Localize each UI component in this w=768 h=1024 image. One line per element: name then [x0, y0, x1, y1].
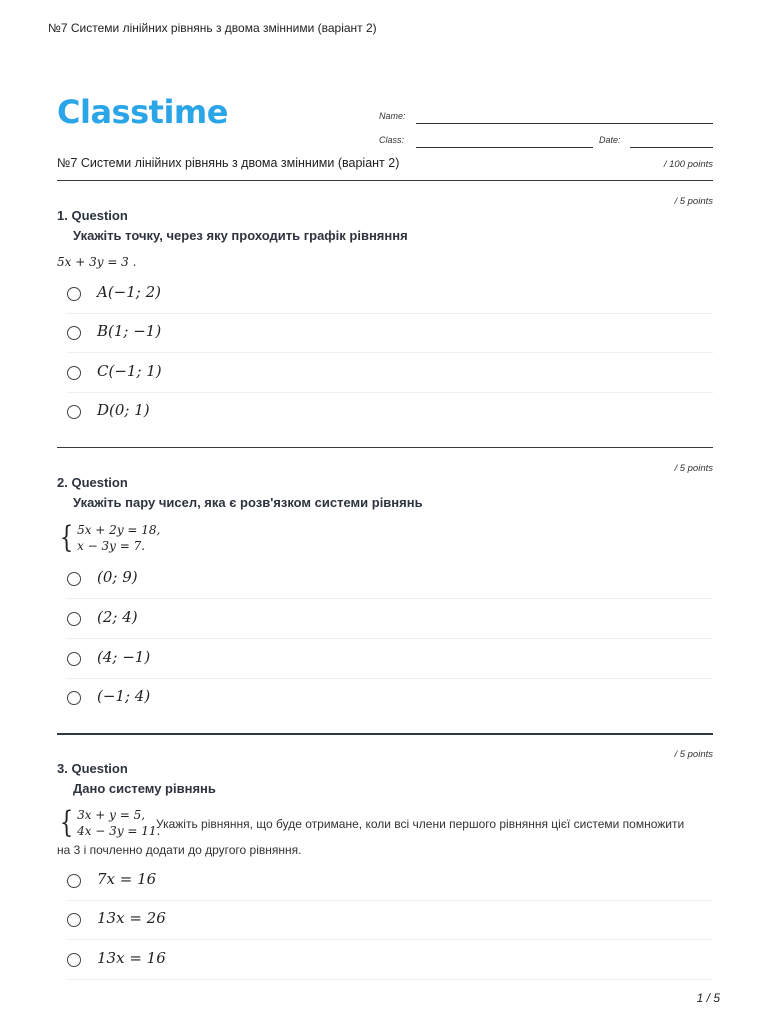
q3-option-3[interactable] [67, 949, 713, 980]
q3-equation-system [57, 807, 160, 839]
q3-prompt: Дано систему рівнянь [73, 781, 216, 796]
page-header-title: №7 Системи лінійних рівнянь з двома змінними (варіант 2) [48, 21, 377, 35]
name-label: Name: [379, 111, 406, 121]
question-divider [57, 447, 713, 448]
q2-equation-system [57, 522, 160, 554]
q1-option-b[interactable] [67, 322, 713, 353]
q1-prompt: Укажіть точку, через яку проходить графік рівняння [73, 228, 408, 243]
q3-option-1[interactable] [67, 870, 713, 901]
date-field[interactable] [630, 147, 713, 148]
q2-option-1[interactable] [67, 568, 713, 599]
header-divider [57, 180, 713, 181]
option-label: (−1; 4) [97, 687, 151, 705]
system-line: x − 3y = 7. [77, 539, 146, 553]
q1-option-d[interactable] [67, 401, 713, 431]
page-number: 1 / 5 [696, 991, 720, 1005]
name-field[interactable] [416, 123, 713, 124]
radio-button[interactable] [67, 913, 81, 927]
q2-prompt: Укажіть пару чисел, яка є розв'язком системи рівнянь [73, 495, 423, 510]
option-label: (4; −1) [97, 648, 151, 666]
q1-option-a[interactable] [67, 283, 713, 314]
classtime-logo: Classtime [57, 93, 228, 131]
class-label: Class: [379, 135, 405, 145]
q2-option-4[interactable] [67, 687, 713, 717]
radio-button[interactable] [67, 953, 81, 967]
brace-glyph: { [59, 805, 74, 840]
option-label: 13x = 16 [97, 949, 166, 967]
system-line: 4x − 3y = 11. [77, 824, 161, 838]
option-label: A(−1; 2) [97, 283, 162, 301]
system-line: 3x + y = 5, [77, 808, 146, 822]
option-label: B(1; −1) [97, 322, 162, 340]
radio-button[interactable] [67, 326, 81, 340]
option-label: 13x = 26 [97, 909, 166, 927]
brace-glyph: { [59, 520, 74, 555]
option-label: 7x = 16 [97, 870, 157, 888]
q1-option-c[interactable] [67, 362, 713, 393]
class-field[interactable] [416, 147, 593, 148]
option-label: D(0; 1) [97, 401, 150, 419]
total-points: / 100 points [663, 159, 713, 170]
question-divider [57, 733, 713, 735]
q2-number: 2. Question [57, 475, 128, 490]
radio-button[interactable] [67, 572, 81, 586]
option-label: (0; 9) [97, 568, 138, 586]
radio-button[interactable] [67, 366, 81, 380]
system-line: 5x + 2y = 18, [77, 523, 161, 537]
q2-option-3[interactable] [67, 648, 713, 679]
q1-points: / 5 points [674, 196, 713, 207]
sheet-title: №7 Системи лінійних рівнянь з двома змінними (варіант 2) [57, 156, 400, 170]
radio-button[interactable] [67, 691, 81, 705]
radio-button[interactable] [67, 874, 81, 888]
option-label: (2; 4) [97, 608, 138, 626]
radio-button[interactable] [67, 612, 81, 626]
option-label: C(−1; 1) [97, 362, 162, 380]
q2-points: / 5 points [674, 463, 713, 474]
radio-button[interactable] [67, 287, 81, 301]
q3-number: 3. Question [57, 761, 128, 776]
date-label: Date: [599, 135, 621, 145]
q3-option-2[interactable] [67, 909, 713, 940]
q1-number: 1. Question [57, 208, 128, 223]
q2-option-2[interactable] [67, 608, 713, 639]
q1-equation: 5x + 3y = 3 . [57, 255, 137, 269]
radio-button[interactable] [67, 405, 81, 419]
q3-points: / 5 points [674, 749, 713, 760]
q3-instruction-continued: на 3 і почленно додати до другого рівняння. [57, 843, 302, 857]
q3-instruction: Укажіть рівняння, що буде отримане, коли всі члени першого рівняння цієї системи помножити [156, 817, 685, 831]
radio-button[interactable] [67, 652, 81, 666]
